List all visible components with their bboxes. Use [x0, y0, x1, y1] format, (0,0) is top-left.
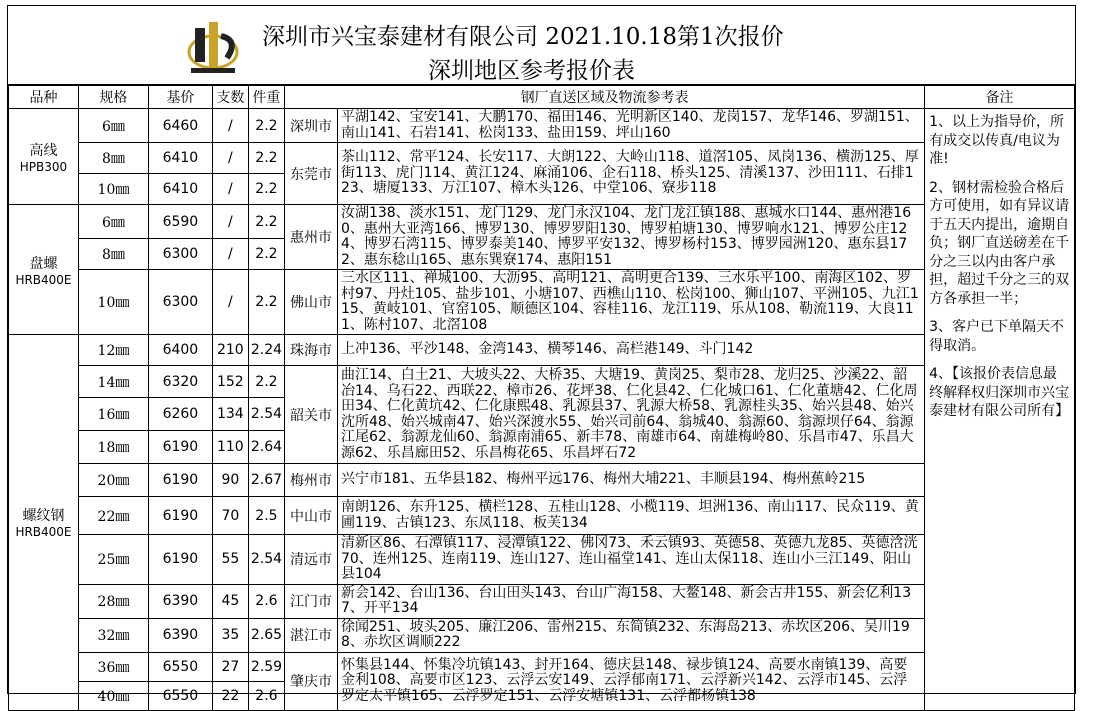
weight-cell: 2.6 — [248, 584, 284, 618]
price-cell: 6190 — [148, 464, 212, 497]
weight-cell: 2.2 — [248, 109, 284, 143]
spec-cell: 16㎜ — [78, 398, 148, 431]
count-cell: 27 — [212, 652, 248, 681]
note-item: 1、以上为指导价，所有成交以传真/电议为准! — [929, 114, 1065, 167]
weight-cell: 2.2 — [248, 366, 284, 398]
count-cell: 70 — [212, 497, 248, 535]
spec-cell: 8㎜ — [78, 239, 148, 270]
spec-cell: 22㎜ — [78, 497, 148, 535]
city-cell: 韶关市 — [285, 366, 338, 464]
header-subtitle: 深圳地区参考报价表 — [428, 58, 635, 84]
price-cell: 6320 — [148, 366, 212, 398]
col-weight: 件重 — [248, 86, 284, 109]
spec-cell: 12㎜ — [78, 335, 148, 366]
weight-cell: 2.59 — [248, 652, 284, 681]
price-cell: 6400 — [148, 335, 212, 366]
table-row — [9, 335, 1075, 366]
variety-code: HRB400E — [15, 525, 72, 540]
weight-cell: 2.54 — [248, 398, 284, 431]
spec-cell: 32㎜ — [78, 618, 148, 652]
count-cell: / — [212, 205, 248, 239]
price-table — [8, 85, 1075, 711]
notes-cell — [925, 109, 1075, 711]
weight-cell: 2.64 — [248, 431, 284, 464]
weight-cell: 2.2 — [248, 239, 284, 270]
table-row — [9, 143, 1075, 174]
weight-cell: 2.2 — [248, 174, 284, 205]
count-cell: / — [212, 239, 248, 270]
table-row — [9, 497, 1075, 535]
spec-cell: 25㎜ — [78, 535, 148, 585]
count-cell: 35 — [212, 618, 248, 652]
count-cell: 110 — [212, 431, 248, 464]
spec-cell: 14㎜ — [78, 366, 148, 398]
price-cell: 6550 — [148, 681, 212, 710]
variety-cell — [9, 109, 79, 205]
count-cell: 210 — [212, 335, 248, 366]
table-row — [9, 464, 1075, 497]
spec-cell: 10㎜ — [78, 270, 148, 335]
table-header-row — [9, 86, 1075, 109]
spec-cell: 20㎜ — [78, 464, 148, 497]
table-row — [9, 205, 1075, 239]
count-cell: 90 — [212, 464, 248, 497]
city-cell: 湛江市 — [285, 618, 338, 652]
price-cell: 6190 — [148, 535, 212, 585]
table-row — [9, 366, 1075, 398]
price-sheet — [7, 5, 1076, 705]
route-cell: 茶山112、常平124、长安117、大朗122、大岭山118、道滘105、凤岗136、横沥125、厚街113、虎门114、黄江124、麻涌106、企石118、桥头125、清溪137、沙田111、石排123、塘厦133、万江107、樟木头126、中堂106、寮步118 — [337, 143, 924, 205]
table-row — [9, 584, 1075, 618]
price-cell: 6190 — [148, 431, 212, 464]
weight-cell: 2.67 — [248, 464, 284, 497]
price-cell: 6300 — [148, 239, 212, 270]
spec-cell: 40㎜ — [78, 681, 148, 710]
spec-cell: 10㎜ — [78, 174, 148, 205]
route-cell: 汝湖138、淡水151、龙门129、龙门永汉104、龙门龙江镇188、惠城水口144、惠州港160、惠州大亚湾166、博罗130、博罗罗阳130、博罗柏塘130、博罗响水121、博罗公庄124、博罗石湾115、博罗泰美140、博罗平安132、博罗杨村153、博罗园洲120、惠东县172、惠东稔山165、惠东巽寮174、惠阳151 — [337, 205, 924, 270]
variety-code: HRB400E — [15, 272, 72, 287]
variety-cell — [9, 205, 79, 335]
spec-cell: 8㎜ — [78, 143, 148, 174]
table-row — [9, 109, 1075, 143]
route-cell: 清新区86、石潭镇117、浸潭镇122、佛冈73、禾云镇93、英德58、英德九龙85、英德浛洸70、连州125、连南119、连山127、连山福堂141、连山太保118、连山小三江149、阳山县104 — [337, 535, 924, 585]
price-cell: 6460 — [148, 109, 212, 143]
price-cell: 6390 — [148, 584, 212, 618]
header-title: 深圳市兴宝泰建材有限公司 2021.10.18第1次报价 — [262, 24, 784, 50]
weight-cell: 2.24 — [248, 335, 284, 366]
price-cell: 6550 — [148, 652, 212, 681]
spec-cell: 6㎜ — [78, 205, 148, 239]
city-cell: 珠海市 — [285, 335, 338, 366]
weight-cell: 2.54 — [248, 535, 284, 585]
count-cell: / — [212, 174, 248, 205]
table-row — [9, 652, 1075, 681]
city-cell: 肇庆市 — [285, 652, 338, 710]
table-row — [9, 618, 1075, 652]
city-cell: 深圳市 — [285, 109, 338, 143]
col-base-price: 基价 — [148, 86, 212, 109]
route-cell: 三水区111、禅城100、大沥95、高明121、高明更合139、三水乐平100、南海区102、罗村97、丹灶105、盐步101、小塘107、西樵山110、松岗100、狮山107、平洲105、九江115、黄岐101、官窑105、顺德区104、容桂116、龙江119、乐从108、勒流119、大良111、陈村107、北滘108 — [337, 270, 924, 335]
city-cell: 江门市 — [285, 584, 338, 618]
price-cell: 6590 — [148, 205, 212, 239]
sheet-header — [8, 6, 1075, 85]
price-cell: 6190 — [148, 497, 212, 535]
city-cell: 东莞市 — [285, 143, 338, 205]
spec-cell: 18㎜ — [78, 431, 148, 464]
count-cell: 22 — [212, 681, 248, 710]
count-cell: 45 — [212, 584, 248, 618]
price-cell: 6410 — [148, 174, 212, 205]
route-cell: 曲江14、白土21、大坡头22、大桥35、大塘19、黄岗25、梨市28、龙归25、沙溪22、韶冶14、乌石22、西联22、樟市26、花坪38、仁化县42、仁化城口61、仁化董塘42、仁化周田34、仁化黄坑42、仁化康熙48、乳源县37、乳源大桥58、乳源桂头35、始兴县48、始兴沈所48、始兴城南47、始兴深渡水55、始兴司前64、翁城40、翁源60、翁源坝仔64、翁源江尾62、翁源龙仙60、翁源南浦65、新丰78、南雄市64、南雄梅岭80、乐昌市47、乐昌大源62、乐昌廊田52、乐昌梅花65、乐昌坪石72 — [337, 366, 924, 464]
route-cell: 新会142、台山136、台山田头143、台山广海158、大鳌148、新会古井155、新会亿利137、开平134 — [337, 584, 924, 618]
weight-cell: 2.2 — [248, 143, 284, 174]
company-logo-icon — [183, 18, 243, 76]
table-row — [9, 535, 1075, 585]
route-cell: 南朗126、东升125、横栏128、五桂山128、小榄119、坦洲136、南山117、民众119、黄圃119、古镇123、东凤118、板芙134 — [337, 497, 924, 535]
count-cell: 134 — [212, 398, 248, 431]
weight-cell: 2.65 — [248, 618, 284, 652]
variety-name: 螺纹钢 — [22, 508, 65, 525]
price-cell: 6410 — [148, 143, 212, 174]
route-cell: 怀集县144、怀集冷坑镇143、封开164、德庆县148、禄步镇124、高要水南镇139、高要金利108、高要市区123、云浮云安149、云浮郁南171、云浮新兴142、云浮市145、云浮罗定太平镇165、云浮罗定151、云浮安塘镇131、云浮都杨镇138 — [337, 652, 924, 710]
count-cell: 55 — [212, 535, 248, 585]
weight-cell: 2.6 — [248, 681, 284, 710]
col-notes: 备注 — [925, 86, 1075, 109]
variety-cell — [9, 335, 79, 711]
route-cell: 兴宁市181、五华县182、梅州平远176、梅州大埔221、丰顺县194、梅州蕉岭215 — [337, 464, 924, 497]
route-cell: 平湖142、宝安141、大鹏170、福田146、光明新区140、龙岗157、龙华146、罗湖151、南山141、石岩141、松岗133、盐田159、坪山160 — [337, 109, 924, 143]
city-cell: 中山市 — [285, 497, 338, 535]
route-cell: 上冲136、平沙148、金湾143、横琴146、高栏港149、斗门142 — [337, 335, 924, 366]
count-cell: / — [212, 109, 248, 143]
variety-code: HPB300 — [19, 159, 68, 174]
price-cell: 6300 — [148, 270, 212, 335]
route-cell: 徐闻251、坡头205、廉江206、雷州215、东简镇232、东海岛213、赤坎区206、吴川198、赤坎区调顺222 — [337, 618, 924, 652]
note-item: 4、【该报价表信息最终解释权归深圳市兴宝泰建材有限公司所有】 — [929, 366, 1070, 419]
col-count: 支数 — [212, 86, 248, 109]
price-cell: 6260 — [148, 398, 212, 431]
count-cell: / — [212, 270, 248, 335]
spec-cell: 36㎜ — [78, 652, 148, 681]
count-cell: / — [212, 143, 248, 174]
weight-cell: 2.5 — [248, 497, 284, 535]
col-variety: 品种 — [9, 86, 79, 109]
note-item: 2、钢材需检验合格后方可使用，如有异议请于五天内提出，逾期自负；钢厂直送磅差在千分之三以内由客户承担，超过千分之三的双方各承担一半； — [929, 179, 1070, 307]
weight-cell: 2.2 — [248, 205, 284, 239]
city-cell: 惠州市 — [285, 205, 338, 270]
weight-cell: 2.2 — [248, 270, 284, 335]
spec-cell: 6㎜ — [78, 109, 148, 143]
variety-name: 盘螺 — [29, 255, 58, 272]
variety-name: 高线 — [29, 142, 58, 159]
city-cell: 梅州市 — [285, 464, 338, 497]
col-spec: 规格 — [78, 86, 148, 109]
price-cell: 6390 — [148, 618, 212, 652]
table-row — [9, 270, 1075, 335]
note-item: 3、客户已下单隔天不得取消。 — [929, 319, 1065, 354]
city-cell: 佛山市 — [285, 270, 338, 335]
spec-cell: 28㎜ — [78, 584, 148, 618]
count-cell: 152 — [212, 366, 248, 398]
city-cell: 清远市 — [285, 535, 338, 585]
col-routes: 钢厂直送区域及物流参考表 — [285, 86, 925, 109]
